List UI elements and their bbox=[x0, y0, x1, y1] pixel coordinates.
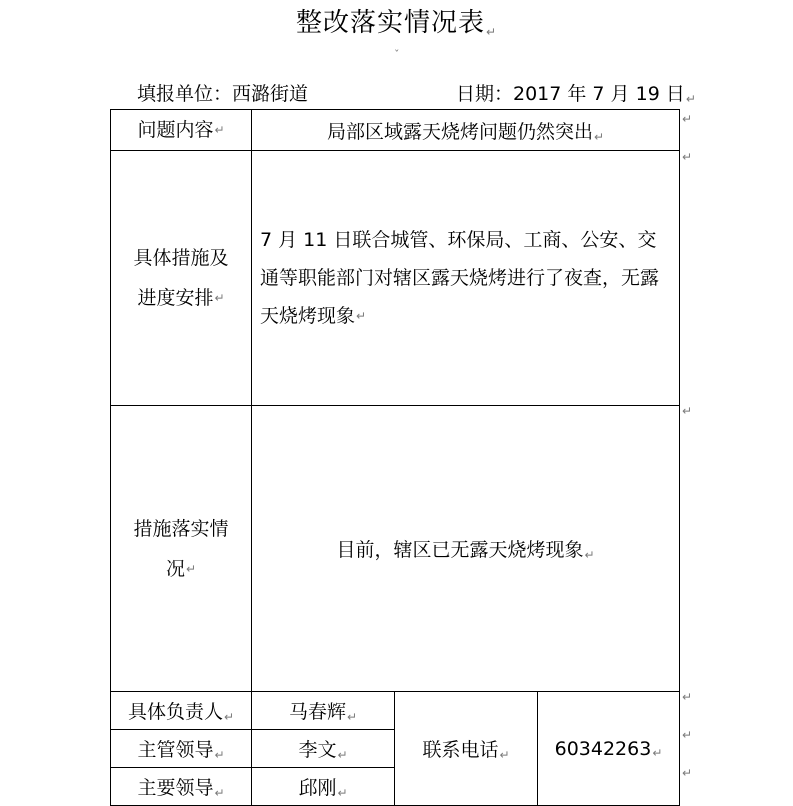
row-end-mark-icon: ↵ bbox=[682, 150, 693, 164]
paragraph-mark-icon: ↵ bbox=[346, 710, 358, 724]
measures-label-line-1: 具体措施及 bbox=[133, 247, 229, 269]
implementation-value-cell bbox=[252, 406, 680, 692]
paragraph-mark-icon: ↵ bbox=[337, 748, 348, 762]
title-text: 整改落实情况表 bbox=[295, 8, 485, 38]
issue-label-cell bbox=[111, 110, 252, 151]
measures-value: 7 月 11 日联合城管、环保局、工商、公安、交通等职能部门对辖区露天烧烤进行了夜查，无露天烧烤现象 bbox=[260, 229, 660, 327]
row-end-mark-icon: ↵ bbox=[682, 766, 693, 780]
person-value-cell bbox=[252, 692, 395, 730]
rectification-table bbox=[110, 109, 680, 806]
phone-label: 联系电话 bbox=[422, 739, 499, 761]
caret-mark-icon: ˇ bbox=[394, 48, 400, 61]
table-row-issue bbox=[111, 110, 680, 151]
main-leader-label-cell bbox=[111, 768, 252, 806]
phone-value-cell bbox=[538, 692, 680, 806]
paragraph-mark-icon: ↵ bbox=[214, 291, 225, 305]
table-row-person bbox=[111, 692, 680, 730]
main-leader-value-cell bbox=[252, 768, 395, 806]
supervisor-label: 主管领导 bbox=[137, 739, 214, 761]
reporting-unit: 填报单位：西潞街道 bbox=[137, 83, 309, 105]
measures-label-cell bbox=[111, 151, 252, 406]
measures-label-line-2: 进度安排 bbox=[137, 287, 214, 309]
implementation-label-line-2: 况 bbox=[165, 557, 185, 580]
paragraph-mark-icon: ↵ bbox=[337, 786, 348, 800]
row-end-mark-icon: ↵ bbox=[682, 690, 693, 704]
table-row-implementation bbox=[111, 406, 680, 692]
measures-value-cell bbox=[252, 151, 680, 406]
row-end-mark-icon: ↵ bbox=[682, 728, 693, 742]
person-label: 具体负责人 bbox=[127, 701, 223, 723]
main-leader-value: 邱刚 bbox=[298, 777, 337, 799]
issue-label: 问题内容 bbox=[137, 119, 214, 141]
paragraph-mark-icon: ↵ bbox=[593, 129, 605, 144]
paragraph-mark-icon: ↵ bbox=[356, 309, 367, 323]
paragraph-mark-icon: ↵ bbox=[584, 548, 595, 562]
row-end-mark-icon: ↵ bbox=[682, 112, 693, 126]
issue-value-cell bbox=[252, 110, 680, 151]
paragraph-mark-icon: ↵ bbox=[485, 25, 498, 39]
paragraph-mark-icon: ↵ bbox=[214, 123, 225, 137]
paragraph-mark-icon: ↵ bbox=[214, 786, 225, 800]
supervisor-value: 李文 bbox=[298, 739, 337, 761]
paragraph-mark-icon: ↵ bbox=[652, 745, 663, 760]
main-leader-label: 主要领导 bbox=[137, 777, 214, 799]
implementation-value: 目前，辖区已无露天烧烤现象 bbox=[336, 539, 584, 561]
issue-value: 局部区域露天烧烤问题仍然突出 bbox=[326, 120, 593, 143]
row-end-mark-icon: ↵ bbox=[682, 404, 693, 418]
paragraph-mark-icon: ↵ bbox=[214, 748, 225, 762]
phone-value: 60342263 bbox=[554, 737, 652, 760]
paragraph-mark-icon: ↵ bbox=[499, 748, 510, 762]
report-date-text: 日期：2017 年 7 月 19 日 bbox=[456, 83, 685, 105]
report-date bbox=[456, 79, 696, 106]
paragraph-mark-icon: ↵ bbox=[223, 710, 235, 724]
table-row-measures bbox=[111, 151, 680, 406]
supervisor-label-cell bbox=[111, 730, 252, 768]
document-title bbox=[0, 2, 793, 39]
implementation-label-line-1: 措施落实情 bbox=[133, 517, 229, 540]
supervisor-value-cell bbox=[252, 730, 395, 768]
paragraph-mark-icon: ↵ bbox=[185, 561, 197, 576]
implementation-label-cell bbox=[111, 406, 252, 692]
paragraph-mark-icon: ↵ bbox=[685, 92, 696, 106]
person-value: 马春辉 bbox=[288, 701, 346, 723]
person-label-cell bbox=[111, 692, 252, 730]
phone-label-cell bbox=[395, 692, 538, 806]
